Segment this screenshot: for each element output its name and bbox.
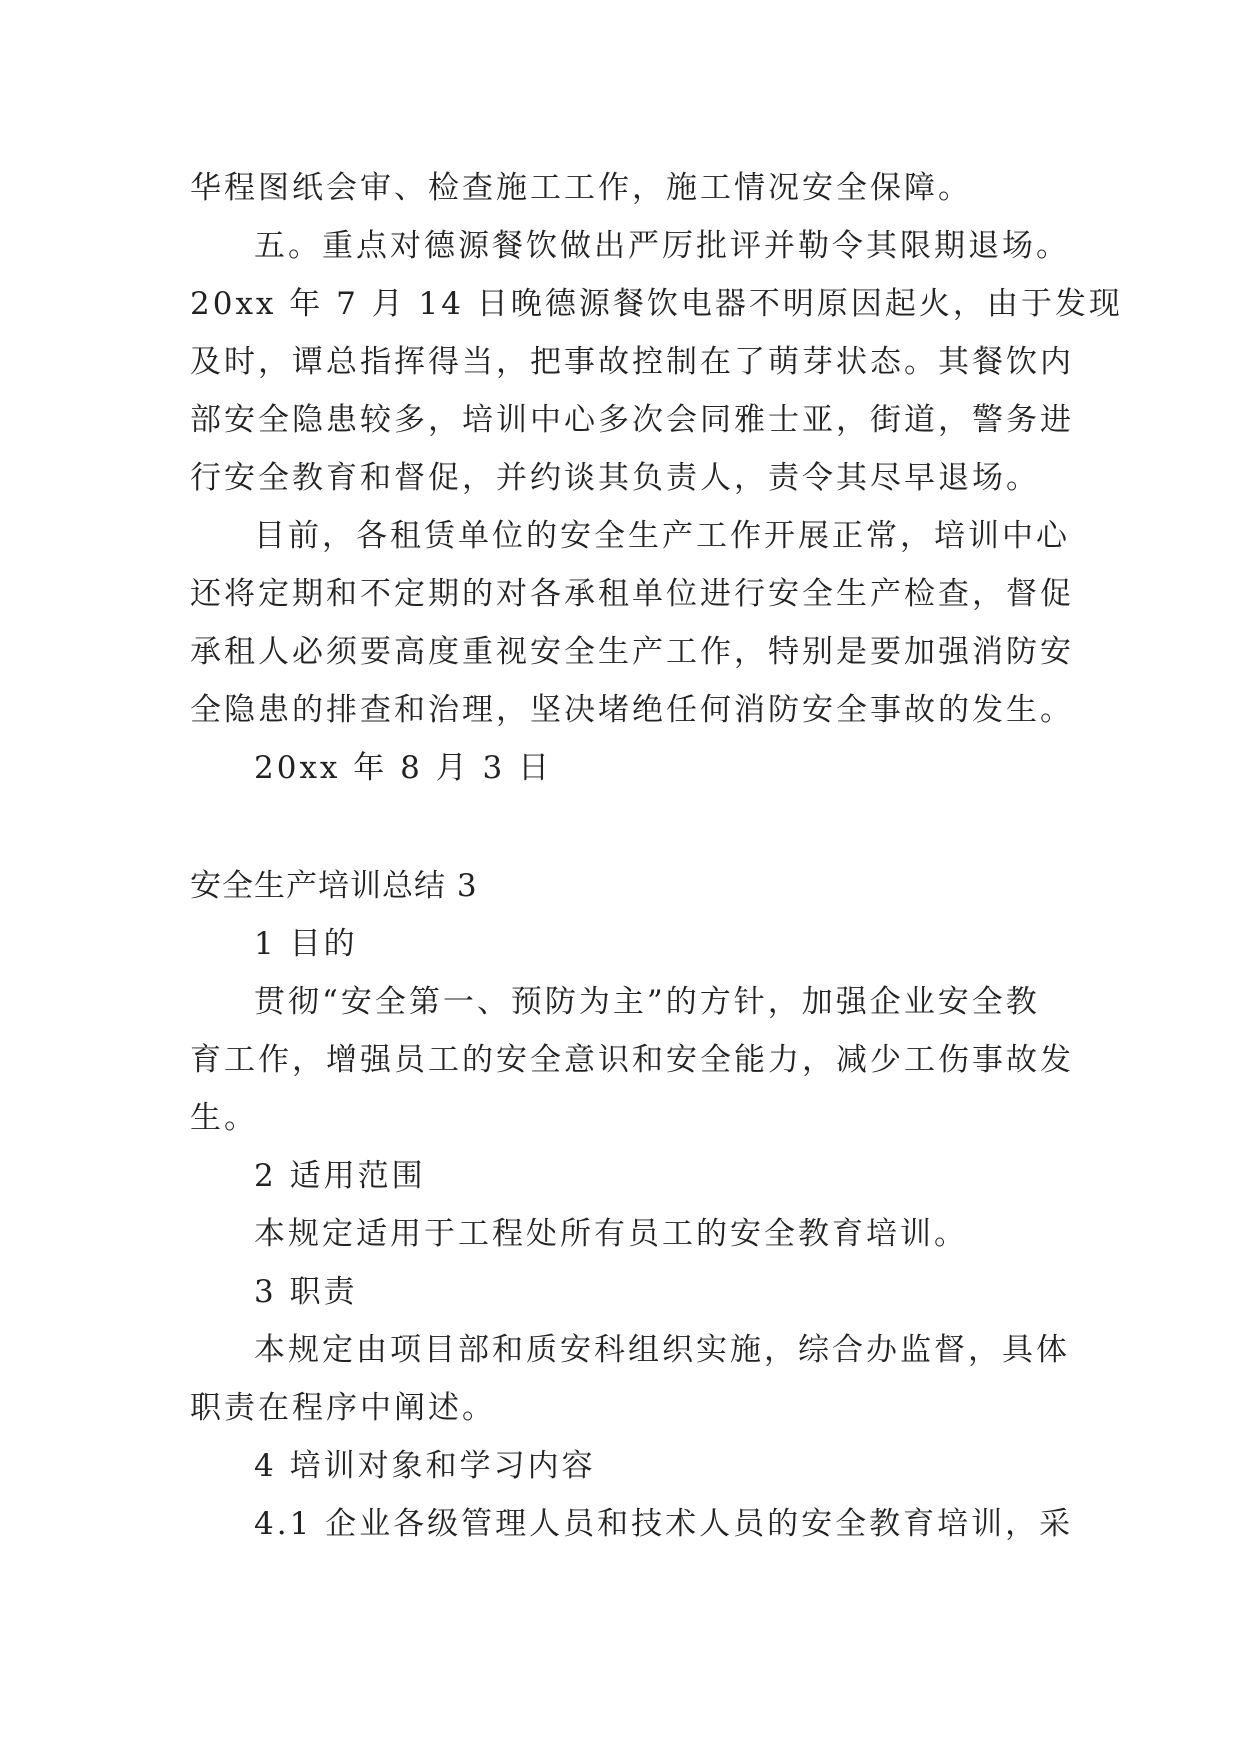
paragraph-line: 部安全隐患较多，培训中心多次会同雅士亚，街道，警务进	[190, 402, 1074, 438]
heading-line: 3 职责	[254, 1274, 358, 1310]
date-line: 20xx 年 8 月 3 日	[254, 750, 553, 786]
paragraph-line: 本规定由项目部和质安科组织实施，综合办监督，具体	[254, 1332, 1070, 1368]
paragraph-line: 五。重点对德源餐饮做出严厉批评并勒令其限期退场。	[254, 228, 1070, 264]
heading-line: 1 目的	[254, 926, 358, 962]
heading-line: 2 适用范围	[254, 1158, 426, 1194]
paragraph-line: 贯彻“安全第一、预防为主”的方针，加强企业安全教	[254, 984, 1040, 1020]
heading-line: 4 培训对象和学习内容	[254, 1448, 596, 1484]
section-title: 安全生产培训总结 3	[190, 868, 478, 904]
paragraph-line: 华程图纸会审、检查施工工作，施工情况安全保障。	[190, 170, 972, 206]
paragraph-line: 本规定适用于工程处所有员工的安全教育培训。	[254, 1216, 968, 1252]
paragraph-line: 职责在程序中阐述。	[190, 1390, 496, 1426]
paragraph-line: 育工作，增强员工的安全意识和安全能力，减少工伤事故发	[190, 1042, 1074, 1078]
paragraph-line: 还将定期和不定期的对各承租单位进行安全生产检查，督促	[190, 576, 1074, 612]
paragraph-line: 目前，各租赁单位的安全生产工作开展正常，培训中心	[254, 518, 1070, 554]
paragraph-line: 生。	[190, 1100, 258, 1136]
paragraph-line: 行安全教育和督促，并约谈其负责人，责令其尽早退场。	[190, 460, 1040, 496]
paragraph-line: 承租人必须要高度重视安全生产工作，特别是要加强消防安	[190, 634, 1074, 670]
paragraph-line: 20xx 年 7 月 14 日晚德源餐饮电器不明原因起火，由于发现	[190, 286, 1123, 322]
paragraph-line: 全隐患的排查和治理，坚决堵绝任何消防安全事故的发生。	[190, 692, 1074, 728]
paragraph-line: 及时，谭总指挥得当，把事故控制在了萌芽状态。其餐饮内	[190, 344, 1074, 380]
paragraph-line: 4.1 企业各级管理人员和技术人员的安全教育培训，采	[254, 1506, 1074, 1542]
